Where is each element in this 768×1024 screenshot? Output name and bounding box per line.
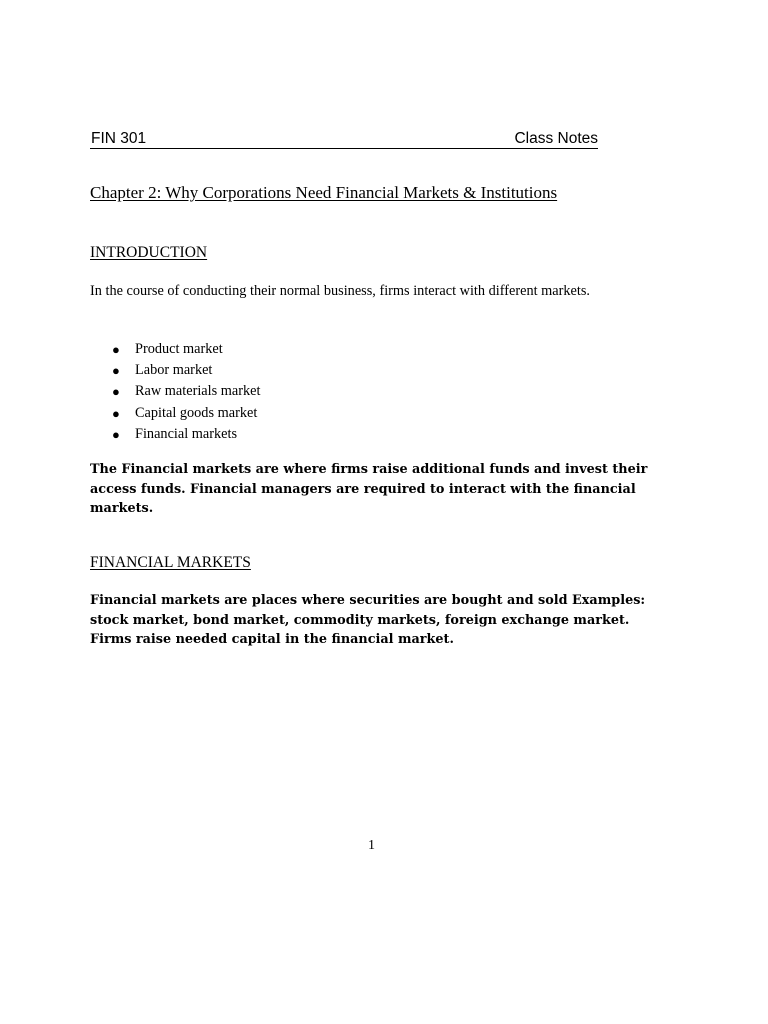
list-item: ● Capital goods market xyxy=(90,403,260,424)
financial-markets-summary: The Financial markets are where firms raise additional funds and invest their access funds. Financial managers are required to interact with the financial markets. xyxy=(90,462,648,516)
page-number: 1 xyxy=(368,838,375,853)
course-code: FIN 301 xyxy=(91,130,147,147)
list-item: ● Product market xyxy=(90,339,260,360)
market-list xyxy=(90,339,260,445)
financial-markets-heading: FINANCIAL MARKETS xyxy=(90,554,251,571)
page-header xyxy=(90,129,598,149)
bullet-icon: ● xyxy=(112,426,120,442)
list-item: ● Labor market xyxy=(90,360,260,381)
bullet-icon: ● xyxy=(112,342,120,357)
list-item: ● Financial markets xyxy=(90,424,260,445)
chapter-title: Chapter 2: Why Corporations Need Financial Markets & Institutions xyxy=(90,183,558,202)
introduction-heading: INTRODUCTION xyxy=(90,244,208,261)
header-label: Class Notes xyxy=(514,130,598,147)
financial-markets-paragraph: Financial markets are places where securities are bought and sold Examples: stock market, bond market, commodity markets, foreign exchange market. Firms raise needed capital in the financial market. xyxy=(90,593,646,647)
list-item: ● Raw materials market xyxy=(90,381,260,402)
bullet-icon: ● xyxy=(112,384,120,400)
bullet-icon: ● xyxy=(112,363,120,379)
introduction-paragraph: In the course of conducting their normal business, firms interact with different markets. xyxy=(90,283,590,299)
bullet-icon: ● xyxy=(112,405,120,421)
